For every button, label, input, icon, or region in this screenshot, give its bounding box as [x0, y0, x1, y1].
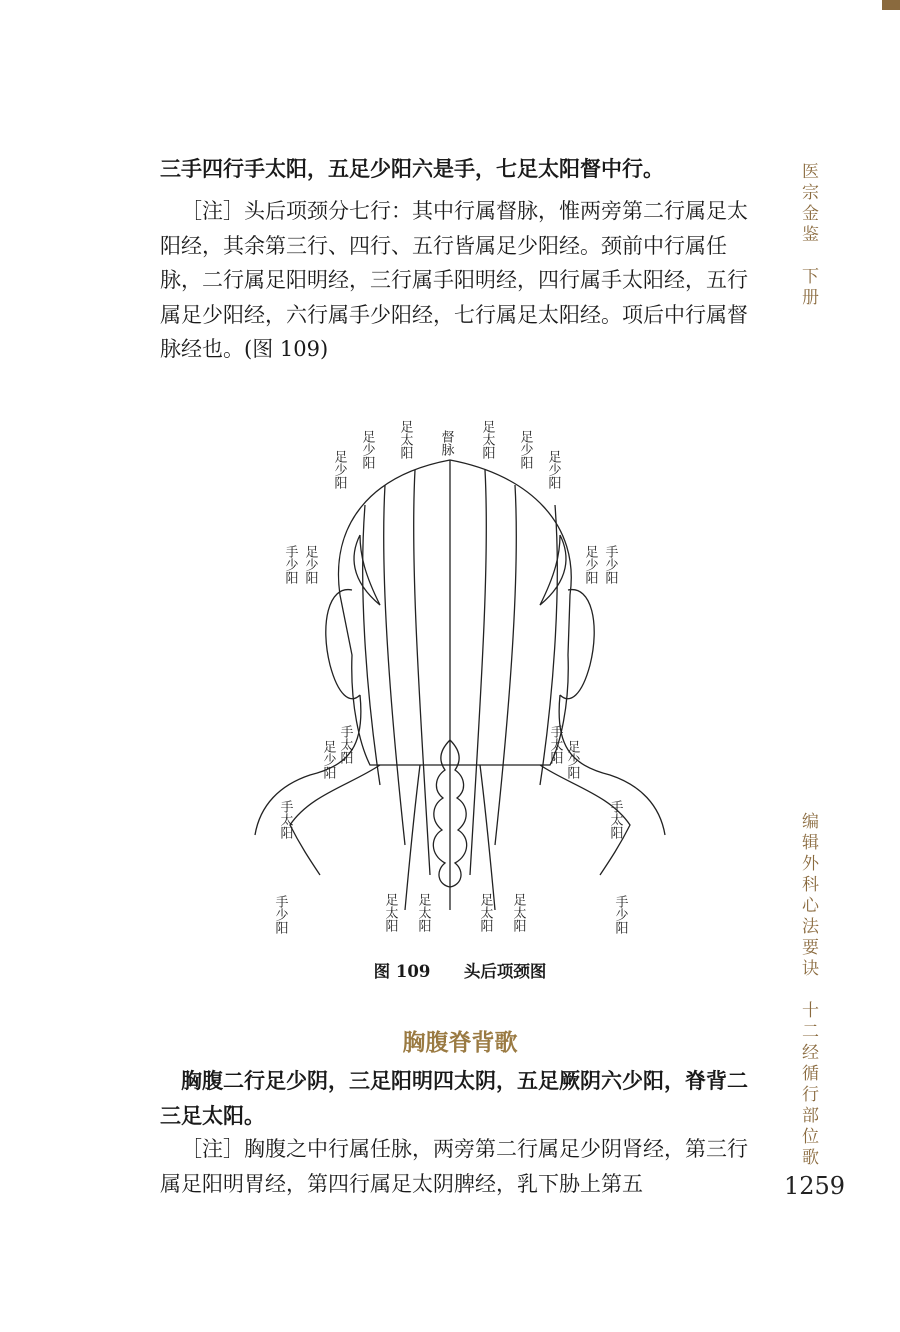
label-zu-shao-yang-top-left-2: 足少阳	[331, 450, 347, 489]
label-du-mai: 督脉	[438, 430, 454, 456]
label-zu-shao-yang-top-left-1: 足少阳	[359, 430, 375, 469]
label-shou-shao-yang-left-ear: 手少阳	[282, 545, 298, 584]
page-number: 1259	[784, 1172, 846, 1200]
label-zu-shao-yang-top-right-1: 足少阳	[517, 430, 533, 469]
label-zu-shao-yang-right-neck: 足少阳	[564, 740, 580, 779]
verse-head-neck	[160, 152, 760, 187]
caption-number: 图 109	[373, 962, 431, 981]
verse-text: 胸腹二行足少阴，三足阳明四太阴，五足厥阴六少阳，脊背二三足太阳。	[160, 1068, 748, 1128]
note-text: ［注］胸腹之中行属任脉，两旁第二行属足少阴肾经，第三行属足阳明胃经，第四行属足太阴脾经，乳下胁上第五	[160, 1137, 748, 1196]
corner-mark	[882, 0, 900, 10]
label-zu-shao-yang-left-neck: 足少阳	[320, 740, 336, 779]
running-header-book: 医宗金鉴 下册	[798, 162, 818, 309]
label-zu-shao-yang-top-right-2: 足少阳	[545, 450, 561, 489]
note-text: ［注］头后项颈分七行：其中行属督脉，惟两旁第二行属足太阳经，其余第三行、四行、五行皆属足少阳经。颈前中行属任脉，二行属足阳明经，三行属手阳明经，四行属手太阳经，五行属足少阳经，六行属手少阳经，七行属足太阳经。项后中行属督脉经也。(图 109)	[160, 199, 748, 361]
note-head-neck	[160, 194, 760, 367]
label-zu-shao-yang-right-ear: 足少阳	[582, 545, 598, 584]
section-title: 胸腹脊背歌	[402, 1029, 518, 1056]
label-zu-tai-yang-bottom-3: 足太阳	[477, 893, 493, 932]
label-shou-tai-yang-right-neck: 手太阳	[547, 725, 563, 764]
running-header-chapter: 编辑外科心法要诀 十二经循行部位歌	[798, 812, 818, 1169]
label-zu-tai-yang-bottom-1: 足太阳	[382, 893, 398, 932]
figure-head-neck	[250, 405, 670, 955]
label-shou-shao-yang-right-bottom: 手少阳	[612, 895, 628, 934]
verse-chest-back	[160, 1064, 760, 1133]
label-zu-shao-yang-left-ear: 足少阳	[302, 545, 318, 584]
label-shou-shao-yang-right-ear: 手少阳	[602, 545, 618, 584]
label-shou-tai-yang-right-shoulder: 手太阳	[607, 800, 623, 839]
label-shou-shao-yang-left-bottom: 手少阳	[272, 895, 288, 934]
verse-text: 三手四行手太阳，五足少阳六是手，七足太阳督中行。	[160, 156, 664, 181]
label-zu-tai-yang-bottom-4: 足太阳	[510, 893, 526, 932]
caption-title: 头后项颈图	[463, 962, 547, 981]
label-zu-tai-yang-bottom-2: 足太阳	[415, 893, 431, 932]
label-shou-tai-yang-left-neck: 手太阳	[337, 725, 353, 764]
head-neck-diagram	[250, 405, 670, 955]
figure-caption	[160, 958, 760, 982]
label-zu-tai-yang-top-left: 足太阳	[397, 420, 413, 459]
label-shou-tai-yang-left-shoulder: 手太阳	[277, 800, 293, 839]
label-zu-tai-yang-top-right: 足太阳	[479, 420, 495, 459]
note-chest-back	[160, 1132, 760, 1201]
